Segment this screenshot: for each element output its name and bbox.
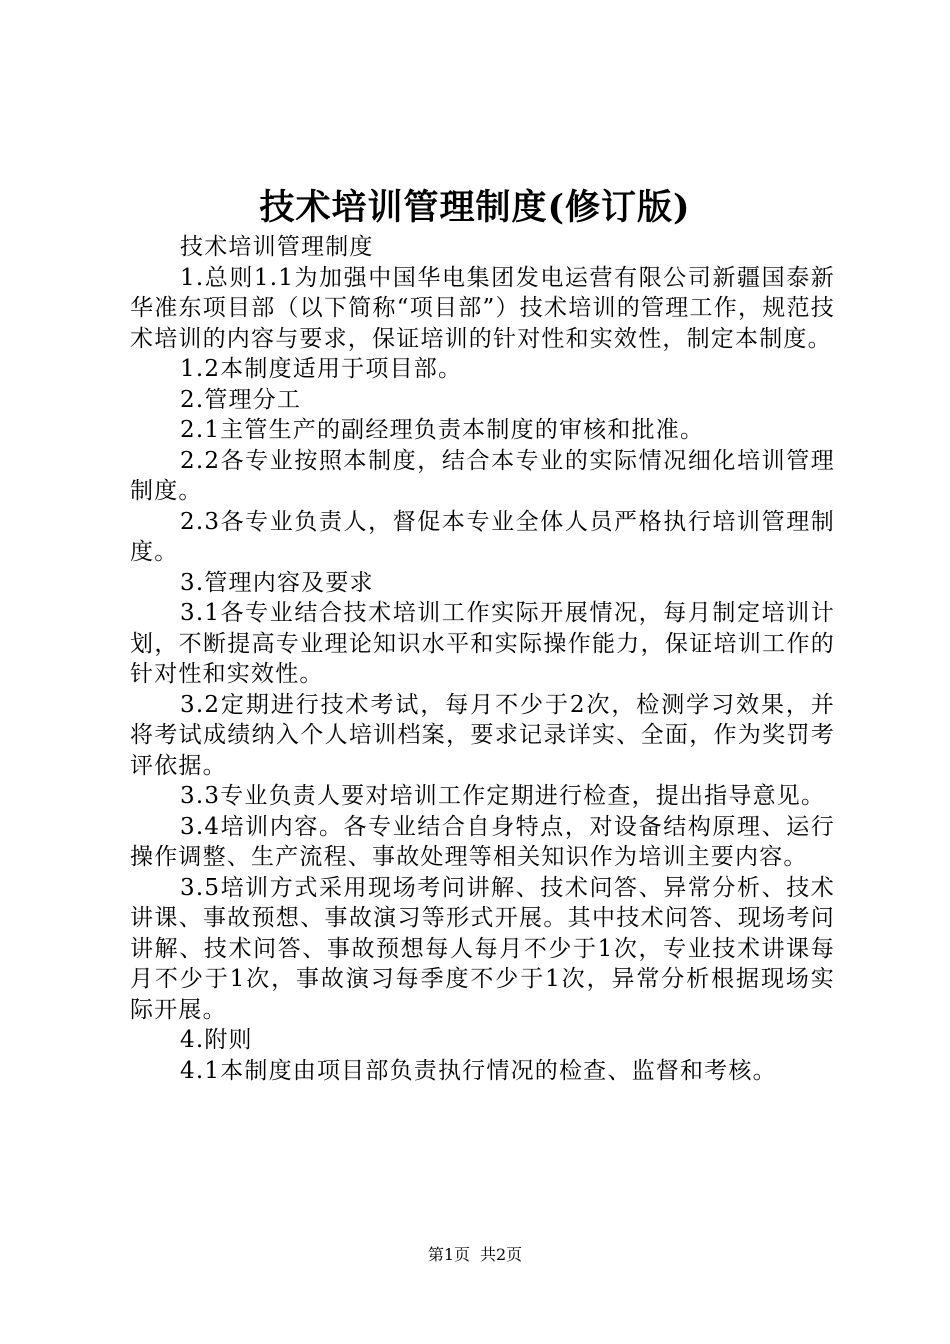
document-title: 技术培训管理制度(修订版) — [259, 187, 691, 228]
paragraph-2-2: 2.2各专业按照本制度，结合本专业的实际情况细化培训管理制度。 — [130, 447, 835, 504]
paragraph-2-heading: 2.管理分工 — [180, 386, 302, 413]
paragraph-4-heading: 4.附则 — [180, 1027, 253, 1053]
paragraph-3-1: 3.1各专业结合技术培训工作实际开展情况，每月制定培训计划，不断提高专业理论知识水平和实际操作能力，保证培训工作的针对性和实效性。 — [130, 600, 835, 687]
paragraph-3-2: 3.2定期进行技术考试，每月不少于2次，检测学习效果，并将考试成绩纳入个人培训档案，要求记录详实、全面，作为奖罚考评依据。 — [130, 691, 835, 779]
page-number-total: 共2页 — [480, 1245, 523, 1264]
paragraph-3-3: 3.3专业负责人要对培训工作定期进行检查，提出指导意见。 — [180, 783, 826, 809]
paragraph-2-3: 2.3各专业负责人，督促本专业全体人员严格执行培训管理制度。 — [130, 508, 835, 565]
paragraph-3-5: 3.5培训方式采用现场考问讲解、技术问答、异常分析、技术讲课、事故预想、事故演习等形式开展。其中技术问答、现场考问讲解、技术问答、事故预想每人每月不少于1次，专业技术讲课每月不少于1次，事故演习每季度不少于1次，异常分析根据现场实际开展。 — [130, 874, 835, 1023]
paragraph-2-1: 2.1主管生产的副经理负责本制度的审核和批准。 — [180, 417, 705, 443]
paragraph-subtitle: 技术培训管理制度 — [180, 234, 374, 260]
page-footer — [0, 1244, 950, 1266]
paragraph-1-2: 1.2本制度适用于项目部。 — [180, 356, 463, 382]
paragraph-1-general: 1.总则1.1为加强中国华电集团发电运营有限公司新疆国泰新华准东项目部（以下简称“项目部”）技术培训的管理工作，规范技术培训的内容与要求，保证培训的针对性和实效性，制定本制度。 — [130, 264, 835, 352]
paragraph-4-1: 4.1本制度由项目部负责执行情况的检查、监督和考核。 — [180, 1057, 777, 1084]
document-body — [130, 232, 835, 1086]
page-number-current: 第1页 — [427, 1245, 470, 1264]
paragraph-3-4: 3.4培训内容。各专业结合自身特点，对设备结构原理、运行操作调整、生产流程、事故处理等相关知识作为培训主要内容。 — [130, 813, 835, 870]
paragraph-3-heading: 3.管理内容及要求 — [180, 569, 374, 596]
